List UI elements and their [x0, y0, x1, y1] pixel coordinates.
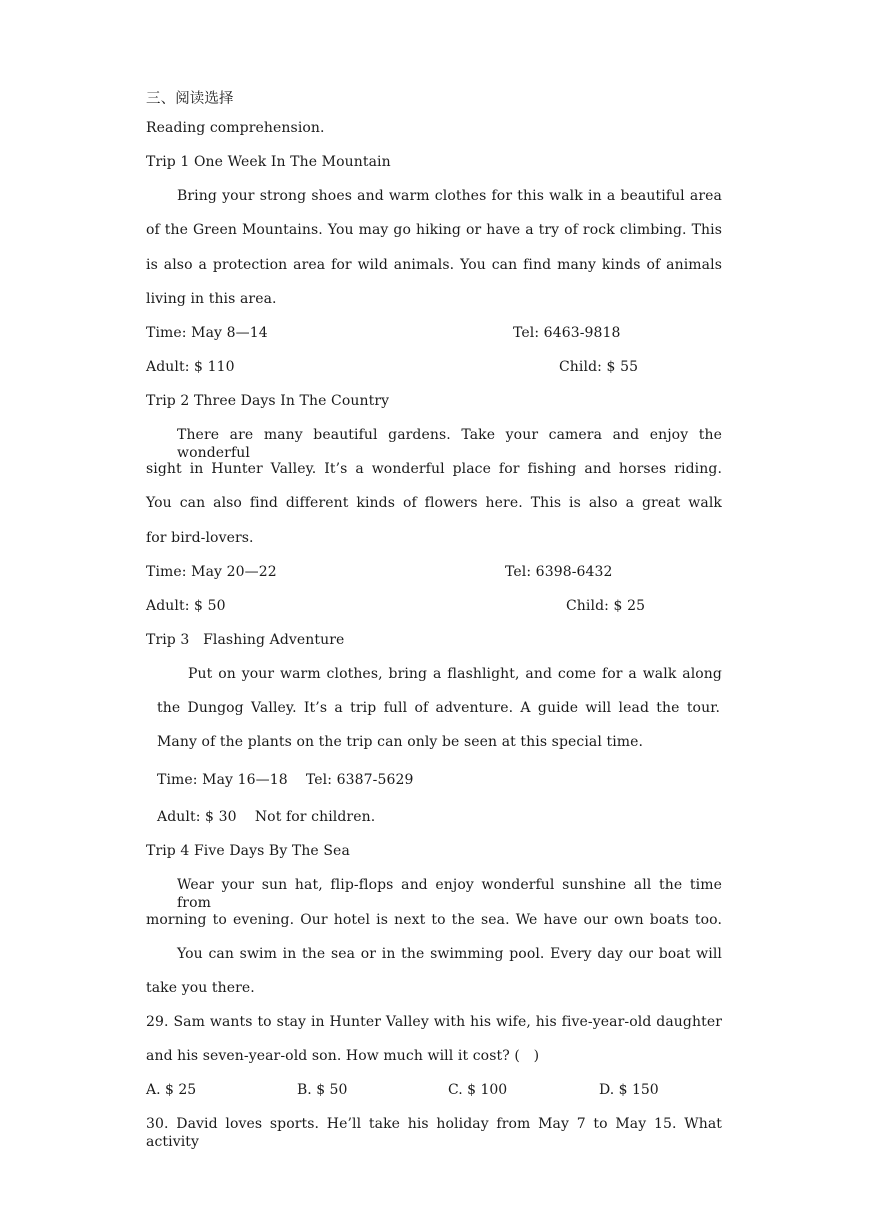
option-c: C. $ 100 [448, 1082, 508, 1098]
trip-2-time: Time: May 20—22 [146, 564, 277, 580]
option-a: A. $ 25 [146, 1082, 197, 1098]
trip-2-title: Trip 2 Three Days In The Country [146, 393, 390, 409]
trip-3-line: Put on your warm clothes, bring a flashlight, and come for a walk along [188, 666, 722, 682]
trip-3-line: Many of the plants on the trip can only be seen at this special time. [157, 734, 644, 750]
trip-2-line: You can also find different kinds of flowers here. This is also a great walk [146, 495, 722, 511]
trip-3-price: Adult: $ 30 Not for children. [157, 809, 376, 825]
trip-1-line: is also a protection area for wild animals. You can find many kinds of animals [146, 257, 722, 273]
question-29-text: and his seven-year-old son. How much will it cost? ( ) [146, 1048, 540, 1064]
trip-4-line: morning to evening. Our hotel is next to the sea. We have our own boats too. [146, 912, 722, 928]
subtitle: Reading comprehension. [146, 120, 325, 136]
trip-1-title: Trip 1 One Week In The Mountain [146, 154, 391, 170]
trip-3-title: Trip 3 Flashing Adventure [146, 632, 345, 648]
trip-1-line: living in this area. [146, 291, 277, 307]
question-29-text: 29. Sam wants to stay in Hunter Valley with his wife, his five-year-old daughter [146, 1014, 722, 1030]
trip-2-line: There are many beautiful gardens. Take your camera and enjoy the wonderful [177, 427, 722, 461]
trip-2-line: for bird-lovers. [146, 530, 254, 546]
trip-4-line: take you there. [146, 980, 255, 996]
trip-4-title: Trip 4 Five Days By The Sea [146, 843, 350, 859]
trip-1-adult-price: Adult: $ 110 [146, 359, 235, 375]
trip-1-line: of the Green Mountains. You may go hiking or have a try of rock climbing. This [146, 222, 722, 238]
trip-1-line: Bring your strong shoes and warm clothes for this walk in a beautiful area [177, 188, 722, 204]
trip-1-time: Time: May 8—14 [146, 325, 268, 341]
option-d: D. $ 150 [599, 1082, 659, 1098]
option-b: B. $ 50 [297, 1082, 348, 1098]
section-title: 三、阅读选择 [146, 91, 234, 107]
trip-2-adult-price: Adult: $ 50 [146, 598, 226, 614]
trip-3-time-tel: Time: May 16—18 Tel: 6387-5629 [157, 772, 414, 788]
trip-2-line: sight in Hunter Valley. It’s a wonderful place for fishing and horses riding. [146, 461, 722, 477]
trip-1-tel: Tel: 6463-9818 [513, 325, 621, 341]
trip-2-child-price: Child: $ 25 [566, 598, 646, 614]
trip-4-line: Wear your sun hat, flip-flops and enjoy wonderful sunshine all the time from [177, 877, 722, 911]
trip-2-tel: Tel: 6398-6432 [505, 564, 613, 580]
trip-4-line: You can swim in the sea or in the swimming pool. Every day our boat will [177, 946, 722, 962]
question-30-text: 30. David loves sports. He’ll take his holiday from May 7 to May 15. What activity [146, 1116, 722, 1150]
trip-3-line: the Dungog Valley. It’s a trip full of adventure. A guide will lead the tour. [157, 700, 720, 716]
trip-1-child-price: Child: $ 55 [559, 359, 639, 375]
